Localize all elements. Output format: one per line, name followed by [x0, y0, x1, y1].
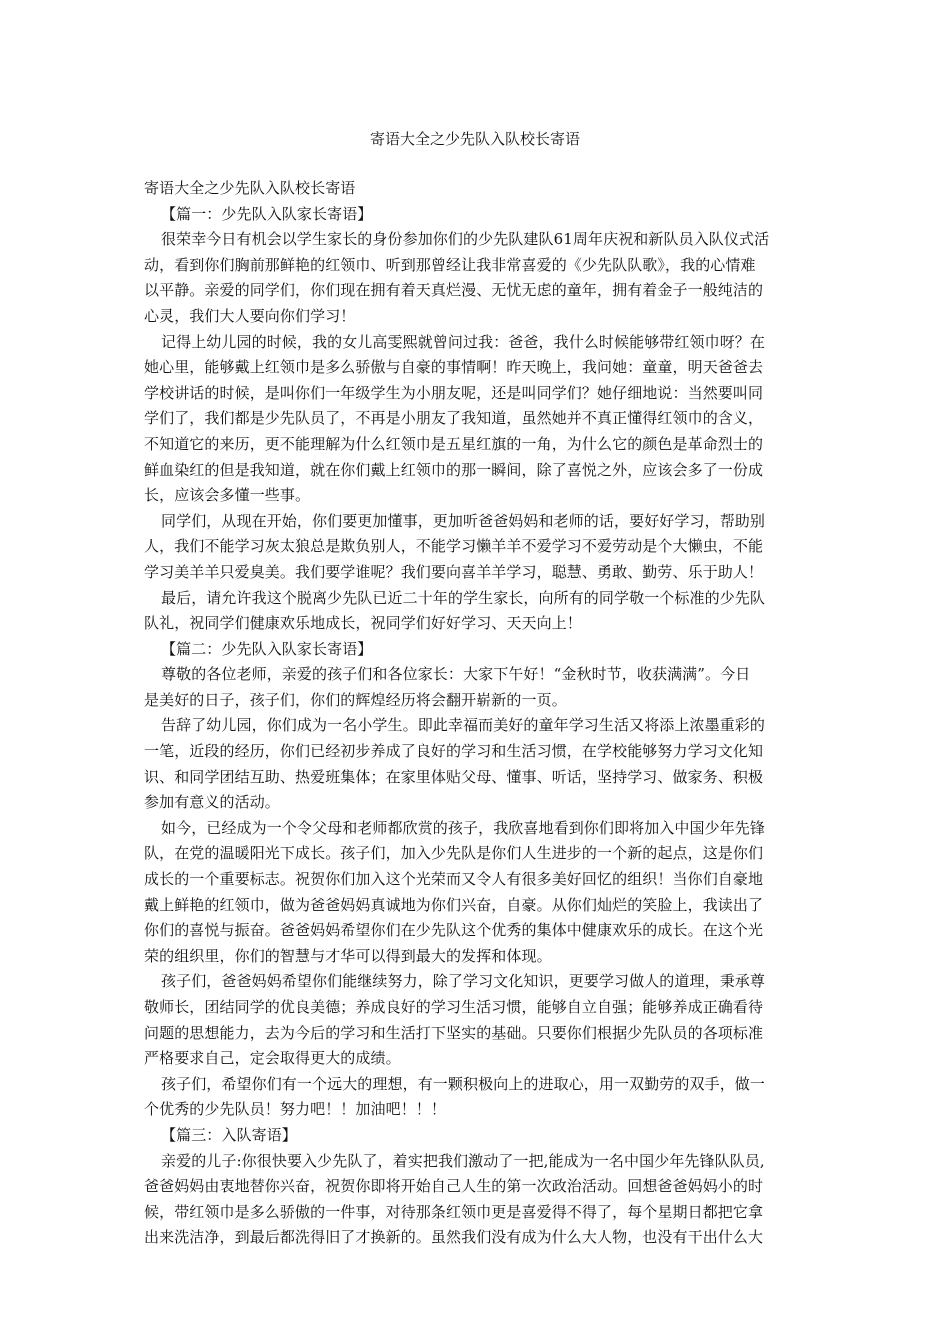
- text-line: 孩子们，爸爸妈妈希望你们能继续努力，除了学习文化知识，更要学习做人的道理，秉承尊: [161, 972, 766, 991]
- text-line: 心灵，我们大人要向你们学习！: [144, 306, 356, 325]
- text-line: 以平静。亲爱的同学们，你们现在拥有着天真烂漫、无忧无虑的童年，拥有着金子一般纯洁的: [144, 281, 764, 300]
- text-line: 她心里，能够戴上红领巾是多么骄傲与自豪的事情啊！昨天晚上，我问她：童童，明天爸爸去: [144, 358, 764, 377]
- text-line: 队礼，祝同学们健康欢乐地成长，祝同学们好好学习、天天向上！: [144, 614, 582, 633]
- text-line: 成长的一个重要标志。祝贺你们加入这个光荣而又令人有很多美好回忆的组织！当你们自豪地: [144, 870, 764, 889]
- document-body: [144, 176, 806, 1251]
- text-line: 告辞了幼儿园，你们成为一名小学生。即此幸福而美好的童年学习生活又将添上浓墨重彩的: [161, 716, 766, 735]
- text-line: 最后，请允许我这个脱离少先队已近二十年的学生家长，向所有的同学敬一个标准的少先队: [161, 588, 766, 607]
- text-line: 候，带红领巾是多么骄傲的一件事，对待那条红领巾更是喜爱得不得了，每个星期日都把它拿: [144, 1202, 764, 1221]
- text-line: 寄语大全之少先队入队校长寄语: [144, 179, 356, 197]
- text-line: 【篇二：少先队入队家长寄语】: [161, 639, 373, 658]
- text-line: 你们的喜悦与振奋。爸爸妈妈希望你们在少先队这个优秀的集体中健康欢乐的成长。在这个光: [144, 921, 764, 940]
- text-line: 爸爸妈妈由衷地替你兴奋，祝贺你即将开始自己人生的第一次政治活动。回想爸爸妈妈小的时: [144, 1177, 764, 1196]
- text-line: 出来洗洁净，到最后都洗得旧了才换新的。虽然我们没有成为什么大人物，也没有干出什么大: [144, 1228, 764, 1247]
- text-line: 是美好的日子，孩子们，你们的辉煌经历将会翻开崭新的一页。: [144, 690, 567, 709]
- text-line: 荣的组织里，你们的智慧与才华可以得到最大的发挥和体现。: [144, 946, 552, 965]
- text-line: 同学们，从现在开始，你们要更加懂事，更加听爸爸妈妈和老师的话，要好好学习，帮助别: [161, 511, 766, 530]
- text-line: 【篇三：入队寄语】: [161, 1125, 297, 1144]
- text-line: 如今，已经成为一个令父母和老师都欣赏的孩子，我欣喜地看到你们即将加入中国少年先锋: [161, 818, 766, 837]
- text-line: 学习美羊羊只爱臭美。我们要学谁呢？我们要向喜羊羊学习，聪慧、勇敢、勤劳、乐于助人！: [144, 562, 764, 581]
- text-line: 学校讲话的时候，是叫你们一年级学生为小朋友呢，还是叫同学们？她仔细地说：当然要叫同: [144, 383, 764, 402]
- text-line: 亲爱的儿子:你很快要入少先队了，着实把我们激动了一把,能成为一名中国少年先锋队队员,: [161, 1151, 765, 1170]
- text-line: 尊敬的各位老师，亲爱的孩子们和各位家长：大家下午好！“金秋时节，收获满满”。今日: [161, 665, 751, 684]
- text-line: 一笔，近段的经历，你们已经初步养成了良好的学习和生活习惯，在学校能够努力学习文化知: [144, 742, 764, 761]
- text-line: 动，看到你们胸前那鲜艳的红领巾、听到那曾经让我非常喜爱的《少先队队歌》，我的心情难: [144, 255, 756, 274]
- text-line: 记得上幼儿园的时候，我的女儿高雯熙就曾问过我：爸爸，我什么时候能够带红领巾呀？在: [161, 332, 766, 351]
- text-line: 个优秀的少先队员！努力吧！！加油吧！！！: [144, 1100, 447, 1119]
- text-line: 戴上鲜艳的红领巾，做为爸爸妈妈真诚地为你们兴奋，自豪。从你们灿烂的笑脸上，我读出了: [144, 895, 764, 914]
- text-line: 严格要求自己，定会取得更大的成绩。: [144, 1049, 401, 1068]
- text-line: 很荣幸今日有机会以学生家长的身份参加你们的少先队建队61周年庆祝和新队员入队仪式活: [161, 230, 770, 249]
- text-line: 学们了，我们都是少先队员了，不再是小朋友了我知道，虽然她并不真正懂得红领巾的含义，: [144, 409, 764, 428]
- document-title: 寄语大全之少先队入队校长寄语: [369, 130, 580, 148]
- text-line: 识、和同学团结互助、热爱班集体；在家里体贴父母、懂事、听话，坚持学习、做家务、积极: [144, 767, 764, 786]
- text-line: 长，应该会多懂一些事。: [144, 486, 311, 505]
- text-line: 问题的思想能力，去为今后的学习和生活打下坚实的基础。只要你们根据少先队员的各项标准: [144, 1023, 764, 1042]
- text-line: 鲜血染红的但是我知道，就在你们戴上红领巾的那一瞬间，除了喜悦之外，应该会多了一份成: [144, 460, 764, 479]
- text-line: 孩子们，希望你们有一个远大的理想，有一颗积极向上的进取心，用一双勤劳的双手，做一: [161, 1074, 766, 1093]
- text-line: 参加有意义的活动。: [144, 793, 280, 812]
- text-line: 人，我们不能学习灰太狼总是欺负别人，不能学习懒羊羊不爱学习不爱劳动是个大懒虫，不能: [144, 537, 764, 556]
- text-line: 【篇一：少先队入队家长寄语】: [161, 204, 373, 223]
- text-line: 队，在党的温暖阳光下成长。孩子们，加入少先队是你们人生进步的一个新的起点，这是你们: [144, 844, 764, 863]
- text-line: 不知道它的来历，更不能理解为什么红领巾是五星红旗的一角，为什么它的颜色是革命烈士的: [144, 434, 764, 453]
- text-line: 敬师长，团结同学的优良美德；养成良好的学习生活习惯，能够自立自强；能够养成正确看待: [144, 998, 764, 1016]
